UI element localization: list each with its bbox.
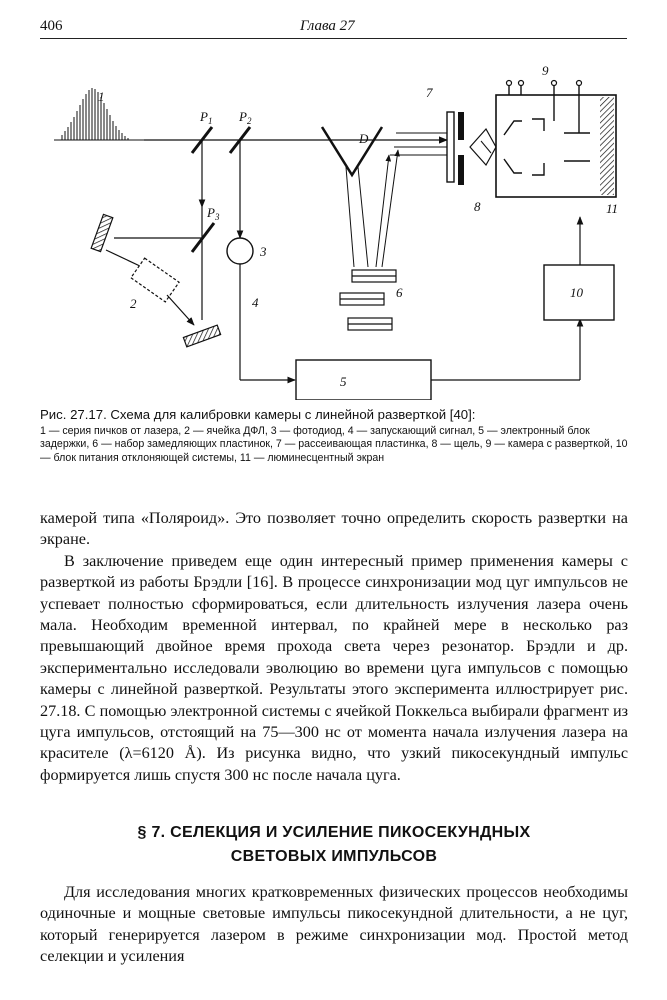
label-5: 5 (340, 374, 347, 389)
page-number: 406 (40, 18, 63, 34)
label-1: 1 (98, 89, 105, 104)
delay-block (296, 360, 431, 400)
body-text-top (40, 508, 628, 786)
heading-line-2: СВЕТОВЫХ ИМПУЛЬСОВ (230, 848, 438, 865)
label-7: 7 (426, 85, 433, 100)
body-text-bottom (40, 882, 628, 968)
label-4: 4 (252, 295, 259, 310)
chapter-title: Глава 27 (300, 18, 355, 34)
label-11: 11 (606, 201, 619, 216)
lens (470, 129, 496, 165)
figure-caption (40, 406, 630, 465)
label-2: 2 (130, 296, 137, 311)
label-9: 9 (542, 63, 549, 78)
page-header (40, 16, 627, 39)
label-10: 10 (570, 285, 583, 300)
paragraph-1: камерой типа «Поляроид». Это позволяет точно определить скорость развертки на экране. (40, 509, 628, 549)
label-3: 3 (260, 244, 267, 259)
label-p3: $P_3$ (207, 205, 220, 222)
mirror-upper (91, 214, 113, 251)
label-p2: $P_2$ (239, 109, 252, 126)
heading-line-1: § 7. СЕЛЕКЦИЯ И УСИЛЕНИЕ ПИКОСЕКУНДНЫХ (137, 824, 531, 841)
retarder-plates (340, 270, 396, 330)
streak-camera (496, 95, 616, 197)
section-heading (40, 821, 628, 869)
calibration-scheme-figure (34, 55, 634, 400)
paragraph-3: Для исследования многих кратковременных физических процессов необходимы одиночные и мощные световые импульсы пикосекундной длительности, а не цуг, который генерируется лазером в режиме синхронизации мод. Простой метод селекции и усиления (40, 883, 628, 966)
scattering-plate (447, 112, 454, 182)
label-p1: $P_1$ (200, 109, 213, 126)
caption-legend: 1 — серия пичков от лазера, 2 — ячейка ДФЛ, 3 — фотодиод, 4 — запускающий сигнал, 5 — электронный блок задержки, 6 — набор замедляющих пластинок, 7 — рассеивающая пластинка, 8 — щель, 9 — камера с разверткой, 10 — блок питания отклоняющей системы, 11 — люминесцентный экран (40, 425, 628, 464)
label-8: 8 (474, 199, 481, 214)
mirror-d (322, 127, 382, 175)
caption-title: Рис. 27.17. Схема для калибровки камеры с линейной разверткой [40]: (40, 407, 476, 422)
label-d: D (359, 131, 369, 146)
label-6: 6 (396, 285, 403, 300)
photodiode (227, 238, 253, 264)
paragraph-2: В заключение приведем еще один интересный пример применения камеры с разверткой из работы Брэдли [16]. В процессе синхронизации мод цуг импульсов не успевает полностью сформироваться, если длительность излучения лазера очень мала. Необходим временной интервал, по крайней мере в несколько раз превышающий двойное время прохода света через резонатор. Брэдли и др. экспериментально исследовали эволюцию во времени цуга импульсов с помощью камеры с линейной разверткой. Результаты этого эксперимента иллюстрирует рис. 27.18. С помощью электронной системы с ячейкой Поккельса выбирали фрагмент из цуга импульсов, отстоящий на 75—300 нс от момента начала излучения лазера на красителе (λ=6120 Å). Из рисунка видно, что узкий пикосекундный импульс формируется лишь спустя 300 нс после начала цуга. (40, 551, 628, 784)
mirror-lower (183, 325, 220, 347)
luminescent-screen (600, 97, 614, 195)
slit (458, 112, 464, 140)
